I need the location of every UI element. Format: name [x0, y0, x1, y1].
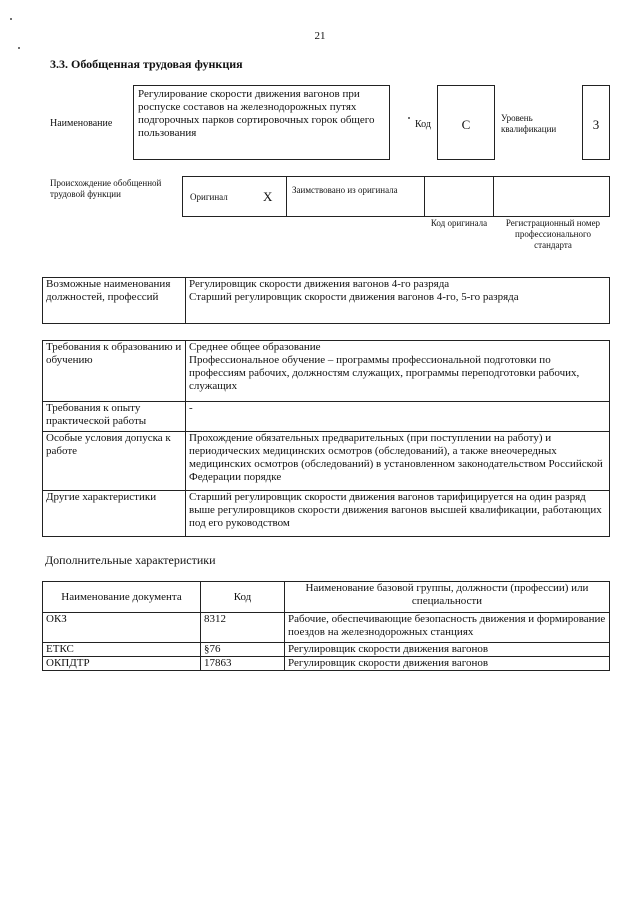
- requirements-table: [42, 340, 610, 537]
- additional-table: [42, 581, 610, 671]
- code-label: Код: [415, 119, 431, 130]
- origin-reg-caption: Регистрационный номер профессионального стандарта: [505, 218, 601, 250]
- additional-cell: Регулировщик скорости движения вагонов: [285, 643, 610, 657]
- additional-cell: Регулировщик скорости движения вагонов: [285, 657, 610, 671]
- origin-original-cell: [182, 176, 287, 217]
- code-box: [437, 85, 495, 160]
- section-title: 3.3. Обобщенная трудовая функция: [50, 57, 243, 71]
- additional-cell: 17863: [201, 657, 285, 671]
- additional-title: Дополнительные характеристики: [45, 553, 216, 567]
- req-other-label: Другие характеристики: [43, 491, 186, 537]
- req-experience-label: Требования к опыту практической работы: [43, 402, 186, 432]
- additional-header: Код: [201, 582, 285, 613]
- additional-cell: 8312: [201, 613, 285, 643]
- additional-cell: ЕТКС: [43, 643, 201, 657]
- req-conditions-value: Прохождение обязательных предварительных (при поступлении на работу) и периодических медицинских осмотров (обследований), а также внеочередных медицинских осмотров (обследований) в установленном законодательством Российской Федерации порядке: [186, 432, 610, 491]
- table-row: [43, 613, 610, 643]
- positions-label: Возможные наименования должностей, профессий: [43, 278, 186, 324]
- positions-table: [42, 277, 610, 324]
- additional-cell: §76: [201, 643, 285, 657]
- origin-code-caption: Код оригинала: [430, 218, 488, 228]
- scan-speck: [408, 117, 410, 119]
- name-label: Наименование: [50, 118, 113, 129]
- origin-label: Происхождение обобщенной трудовой функции: [50, 178, 162, 199]
- table-row: [43, 657, 610, 671]
- additional-cell: ОКПДТР: [43, 657, 201, 671]
- additional-header: Наименование базовой группы, должности (профессии) или специальности: [285, 582, 610, 613]
- table-row: [43, 643, 610, 657]
- origin-original-mark: X: [263, 189, 273, 204]
- code-value: C: [461, 117, 471, 132]
- origin-original-label: Оригинал: [190, 192, 228, 202]
- additional-header: Наименование документа: [43, 582, 201, 613]
- level-box: [582, 85, 610, 160]
- position-item: Регулировщик скорости движения вагонов 4-го разряда: [189, 278, 450, 290]
- position-item: Старший регулировщик скорости движения вагонов 4-го, 5-го разряда: [189, 291, 519, 303]
- origin-borrowed-cell: Заимствовано из оригинала: [286, 176, 425, 217]
- level-label: Уровень квалификации: [501, 113, 557, 134]
- req-experience-value: -: [186, 402, 610, 432]
- req-education-label: Требования к образованию и обучению: [43, 341, 186, 402]
- additional-cell: ОКЗ: [43, 613, 201, 643]
- req-conditions-label: Особые условия допуска к работе: [43, 432, 186, 491]
- level-value: 3: [592, 117, 600, 132]
- origin-reg-cell: [493, 176, 610, 217]
- additional-cell: Рабочие, обеспечивающие безопасность движения и формирование поездов на железнодорожных станциях: [285, 613, 610, 643]
- origin-code-cell: [424, 176, 494, 217]
- scan-speck: [18, 47, 20, 49]
- req-education-value: Среднее общее образование Профессиональное обучение – программы профессиональной подготовки по профессиям рабочих, должностям служащих, программы переподготовки рабочих, служащих: [186, 341, 610, 402]
- req-other-value: Старший регулировщик скорости движения вагонов тарифицируется на один разряд выше регулировщиков скорости движения вагонов высшей квалификации, работающих под его руководством: [186, 491, 610, 537]
- scan-speck: [10, 18, 12, 20]
- name-value: Регулирование скорости движения вагонов при роспуске составов на железнодорожных путях подгорочных парков сортировочных горок общего пользования: [133, 85, 390, 160]
- positions-values: [186, 278, 610, 324]
- page-number: 21: [314, 30, 326, 42]
